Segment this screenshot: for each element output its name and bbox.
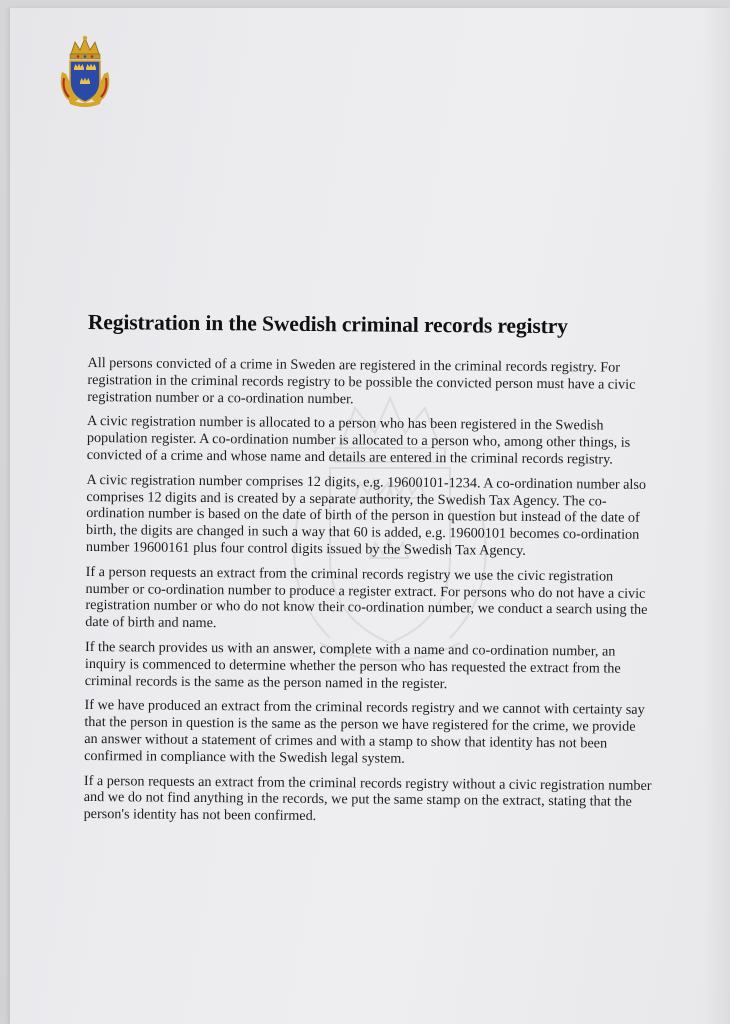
- paragraph: A civic registration number comprises 12 digits, e.g. 19600101-1234. A co-ordination number also comprises 12 digits and is created by a separate authority, the Swedish Tax Agency. The co-ordination number is based on the date of birth of the person in question but instead of the date of birth, the digits are changed in such a way that 60 is added, e.g. 19600101 becomes co-ordination number 19600161 plus four control digits issued by the Swedish Tax Agency.: [85, 471, 647, 559]
- document-title: Registration in the Swedish criminal records registry: [87, 310, 568, 339]
- document-page: [10, 8, 730, 1024]
- paragraph: If we have produced an extract from the criminal records registry and we cannot with certainty say that the person in question is the same as the person we have registered for the crime, we provide an answer without a statement of crimes and with a stamp to show that identity has not been confirmed in compliance with the Swedish legal system.: [84, 697, 645, 767]
- swedish-police-coat-of-arms-icon: [56, 34, 114, 108]
- document-body: [83, 310, 656, 836]
- page-edge-shadow: [702, 8, 730, 1024]
- paragraph: If the search provides us with an answer, complete with a name and co-ordination number, an inquiry is commenced to determine whether the person who has requested the extract from the criminal records is the same as the person named in the register.: [84, 638, 621, 692]
- paragraph: If a person requests an extract from the criminal records registry without a civic registration number and we do not find anything in the records, we put the same stamp on the extract, stating that the person's identity has not been confirmed.: [83, 772, 652, 825]
- paragraph: All persons convicted of a crime in Sweden are registered in the criminal records registry. For registration in the criminal records registry to be possible the convicted person must have a civic registration number or a co-ordination number.: [87, 354, 636, 407]
- paragraph: If a person requests an extract from the criminal records registry we use the civic registration number or co-ordination number to produce a register extract. For persons who do not have a civic registration number or who do not know their co-ordination number, we conduct a search using the date of birth and name.: [85, 563, 648, 632]
- paragraph: A civic registration number is allocated to a person who has been registered in the Swedish population register. A co-ordination number is allocated to a person who, among other things, is convicted of a crime and whose name and details are entered in the criminal records registry.: [86, 413, 631, 468]
